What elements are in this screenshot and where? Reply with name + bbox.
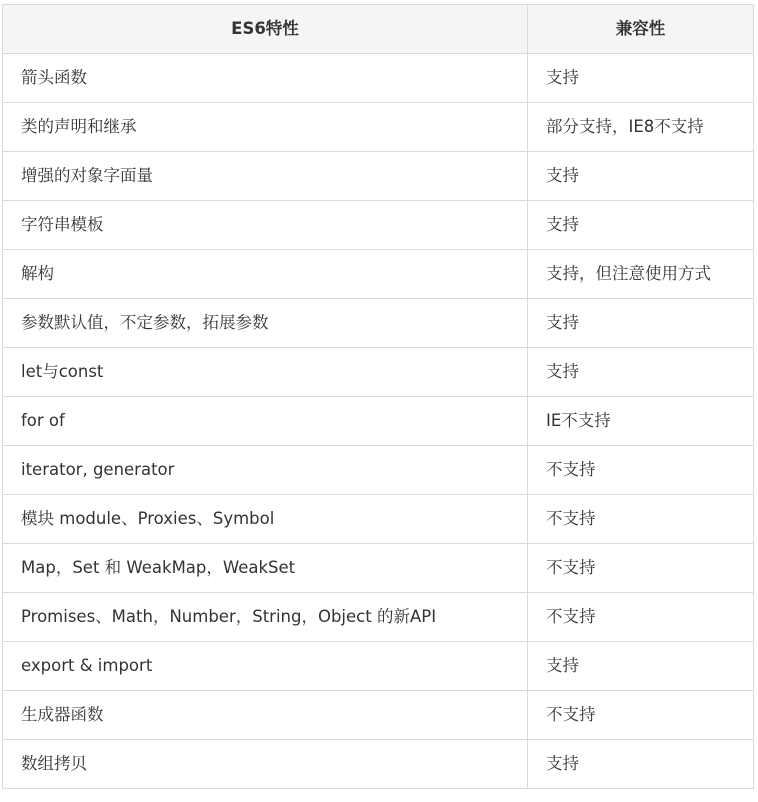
feature-cell: 模块 module、Proxies、Symbol <box>3 495 528 544</box>
compat-table-container <box>2 4 753 789</box>
feature-cell: 数组拷贝 <box>3 740 528 789</box>
feature-cell: export & import <box>3 642 528 691</box>
compat-cell: 不支持 <box>528 495 754 544</box>
table-row <box>3 691 754 740</box>
feature-cell: 字符串模板 <box>3 201 528 250</box>
table-row <box>3 446 754 495</box>
compat-cell: 支持 <box>528 152 754 201</box>
compat-cell: 不支持 <box>528 544 754 593</box>
feature-cell: 类的声明和继承 <box>3 103 528 152</box>
feature-cell: let与const <box>3 348 528 397</box>
feature-cell: 生成器函数 <box>3 691 528 740</box>
feature-cell: iterator, generator <box>3 446 528 495</box>
compat-cell: 支持 <box>528 54 754 103</box>
header-feature: ES6特性 <box>3 5 528 54</box>
feature-cell: 解构 <box>3 250 528 299</box>
header-compat: 兼容性 <box>528 5 754 54</box>
compat-cell: 不支持 <box>528 446 754 495</box>
feature-cell: 增强的对象字面量 <box>3 152 528 201</box>
table-row <box>3 495 754 544</box>
table-row <box>3 103 754 152</box>
compat-cell: 支持 <box>528 299 754 348</box>
table-row <box>3 152 754 201</box>
table-row <box>3 201 754 250</box>
table-row <box>3 54 754 103</box>
compat-cell: 支持 <box>528 740 754 789</box>
compat-cell: 支持 <box>528 642 754 691</box>
compat-cell: 不支持 <box>528 593 754 642</box>
table-row <box>3 250 754 299</box>
table-row <box>3 740 754 789</box>
table-row <box>3 299 754 348</box>
table-row <box>3 642 754 691</box>
table-row <box>3 593 754 642</box>
feature-cell: Map，Set 和 WeakMap，WeakSet <box>3 544 528 593</box>
table-header-row <box>3 5 754 54</box>
table-row <box>3 544 754 593</box>
feature-cell: 参数默认值，不定参数，拓展参数 <box>3 299 528 348</box>
table-row <box>3 348 754 397</box>
feature-cell: 箭头函数 <box>3 54 528 103</box>
es6-compat-table <box>2 4 754 789</box>
feature-cell: for of <box>3 397 528 446</box>
compat-cell: 支持 <box>528 201 754 250</box>
compat-cell: IE不支持 <box>528 397 754 446</box>
compat-cell: 支持，但注意使用方式 <box>528 250 754 299</box>
compat-cell: 支持 <box>528 348 754 397</box>
feature-cell: Promises、Math，Number，String，Object 的新API <box>3 593 528 642</box>
table-row <box>3 397 754 446</box>
compat-cell: 部分支持，IE8不支持 <box>528 103 754 152</box>
compat-cell: 不支持 <box>528 691 754 740</box>
